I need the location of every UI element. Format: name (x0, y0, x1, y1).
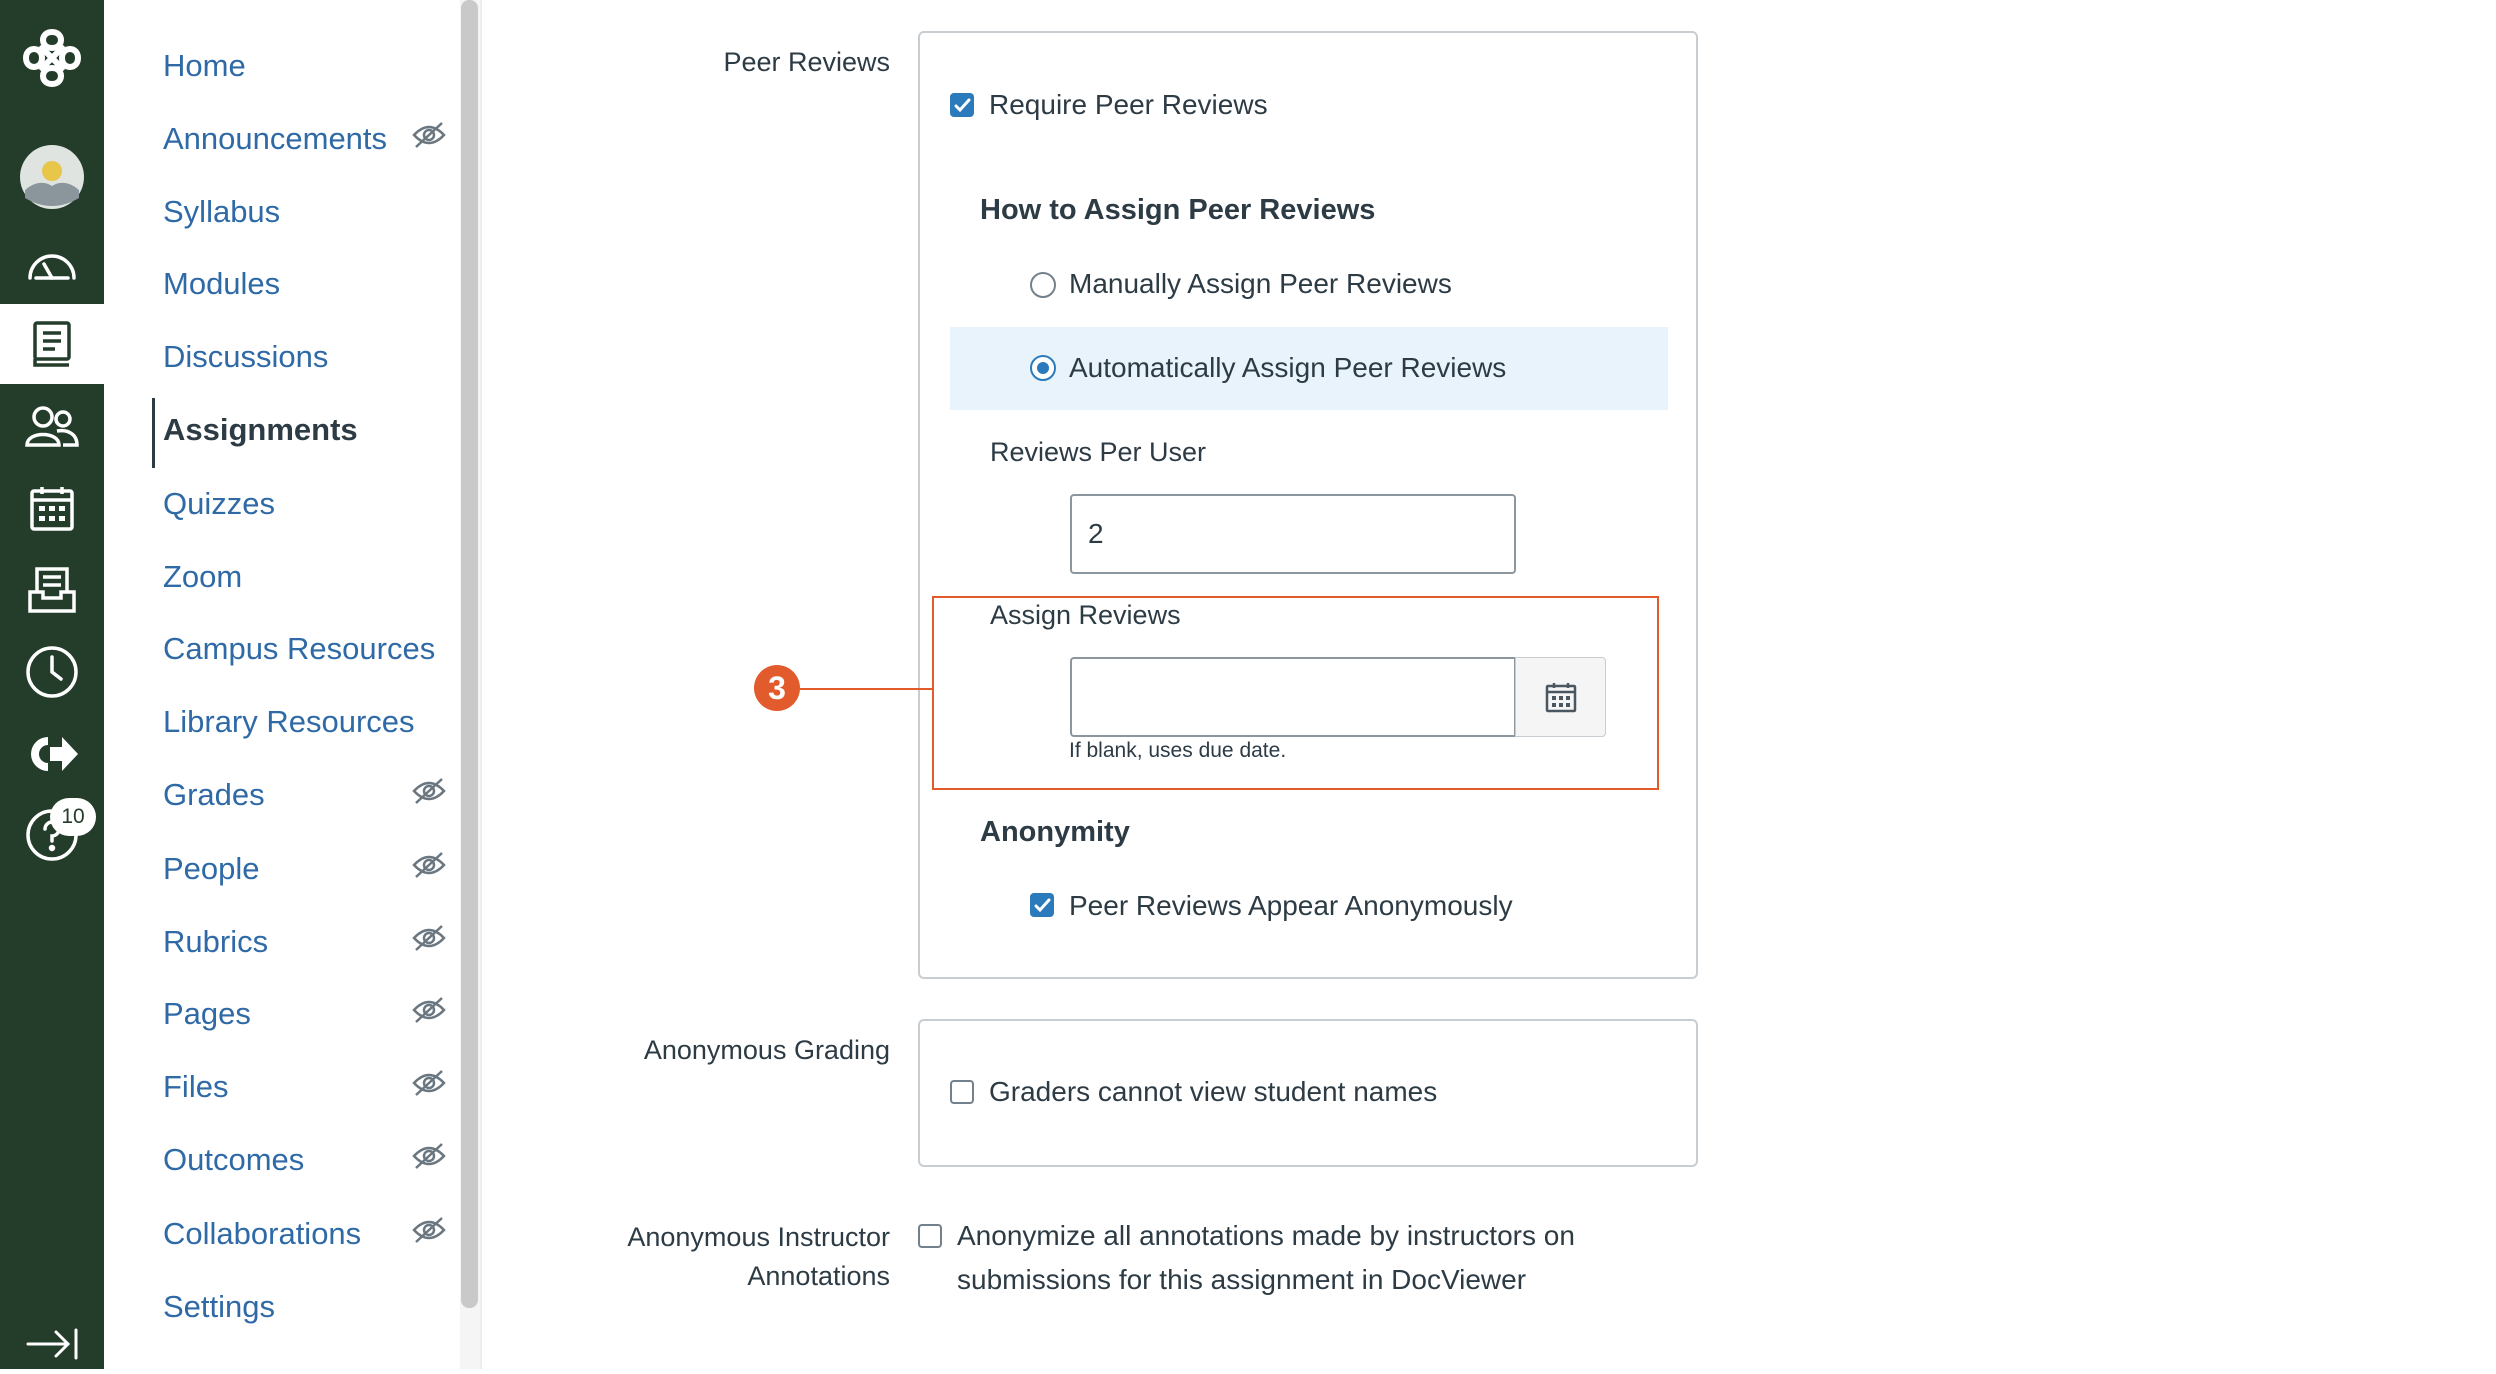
eye-slash-icon (412, 1069, 446, 1097)
course-nav-discussions[interactable]: Discussions (163, 339, 329, 374)
eye-slash-icon (412, 996, 446, 1024)
reviews-per-user-label: Reviews Per User (990, 437, 1207, 467)
groups-icon[interactable] (0, 386, 104, 466)
anonymous-annotations-checkbox[interactable] (918, 1224, 942, 1248)
eye-slash-icon (412, 1216, 446, 1244)
eye-slash-icon (412, 777, 446, 805)
anonymous-annotations-option-line2: submissions for this assignment in DocViewer (957, 1264, 1527, 1295)
commons-icon[interactable] (0, 714, 104, 794)
course-nav-announcements[interactable]: Announcements (163, 121, 388, 156)
reviews-per-user-input[interactable]: 2 (1070, 494, 1516, 574)
anonymous-annotations-label-line1: Anonymous Instructor (627, 1222, 890, 1252)
dashboard-icon[interactable] (0, 224, 104, 304)
inbox-icon[interactable] (0, 550, 104, 630)
course-nav-settings[interactable]: Settings (163, 1289, 276, 1324)
highlight-box (932, 596, 1659, 790)
require-peer-reviews-label: Require Peer Reviews (989, 89, 1268, 120)
course-nav-outcomes[interactable]: Outcomes (163, 1142, 305, 1177)
course-nav-syllabus[interactable]: Syllabus (163, 194, 281, 229)
anonymous-peer-reviews-checkbox[interactable] (1030, 893, 1054, 917)
anonymous-grading-option: Graders cannot view student names (989, 1076, 1438, 1107)
course-nav-grades[interactable]: Grades (163, 777, 265, 812)
avatar[interactable] (0, 137, 104, 217)
logo-icon[interactable] (0, 18, 104, 98)
course-nav-scrollbar-thumb[interactable] (461, 0, 478, 1308)
courses-icon[interactable] (0, 304, 104, 384)
global-nav (0, 0, 104, 1369)
automatic-assign-radio[interactable] (1030, 355, 1056, 381)
course-nav-people[interactable]: People (163, 851, 260, 886)
course-nav-modules[interactable]: Modules (163, 266, 281, 301)
anonymous-grading-label: Anonymous Grading (643, 1035, 890, 1065)
require-peer-reviews-checkbox[interactable] (950, 93, 974, 117)
course-nav (104, 0, 460, 1369)
manual-assign-radio[interactable] (1030, 272, 1056, 298)
eye-slash-icon (412, 1142, 446, 1170)
course-nav-files[interactable]: Files (163, 1069, 229, 1104)
anonymity-heading: Anonymity (980, 816, 1130, 848)
peer-reviews-label: Peer Reviews (723, 47, 890, 77)
course-nav-assignments[interactable]: Assignments (163, 412, 358, 447)
anonymous-annotations-option-line1: Anonymize all annotations made by instructors on (957, 1220, 1575, 1251)
assign-method-heading: How to Assign Peer Reviews (980, 194, 1376, 226)
eye-slash-icon (412, 924, 446, 952)
course-nav-zoom[interactable]: Zoom (163, 559, 243, 594)
anonymous-grading-checkbox[interactable] (950, 1080, 974, 1104)
assign-reviews-label: Assign Reviews (990, 600, 1181, 630)
anonymous-annotations-label-line2: Annotations (747, 1261, 890, 1291)
anonymous-peer-reviews-label: Peer Reviews Appear Anonymously (1069, 890, 1513, 921)
course-nav-collaborations[interactable]: Collaborations (163, 1216, 362, 1251)
course-nav-pages[interactable]: Pages (163, 996, 251, 1031)
divider (480, 0, 482, 1369)
help-badge: 10 (50, 798, 96, 836)
eye-slash-icon (412, 851, 446, 879)
course-nav-campus-resources[interactable]: Campus Resources (163, 631, 436, 666)
active-indicator (152, 398, 155, 468)
course-nav-home[interactable]: Home (163, 48, 246, 83)
manual-assign-label: Manually Assign Peer Reviews (1069, 268, 1452, 299)
callout-line (800, 688, 932, 690)
collapse-nav-icon[interactable] (0, 1314, 104, 1374)
calendar-icon[interactable] (0, 468, 104, 548)
assign-reviews-hint: If blank, uses due date. (1069, 739, 1287, 762)
course-nav-rubrics[interactable]: Rubrics (163, 924, 269, 959)
step-number-badge: 3 (754, 665, 800, 711)
course-nav-library-resources[interactable]: Library Resources (163, 704, 415, 739)
automatic-assign-label: Automatically Assign Peer Reviews (1069, 352, 1507, 383)
eye-slash-icon (412, 121, 446, 149)
history-icon[interactable] (0, 632, 104, 712)
course-nav-quizzes[interactable]: Quizzes (163, 486, 275, 521)
